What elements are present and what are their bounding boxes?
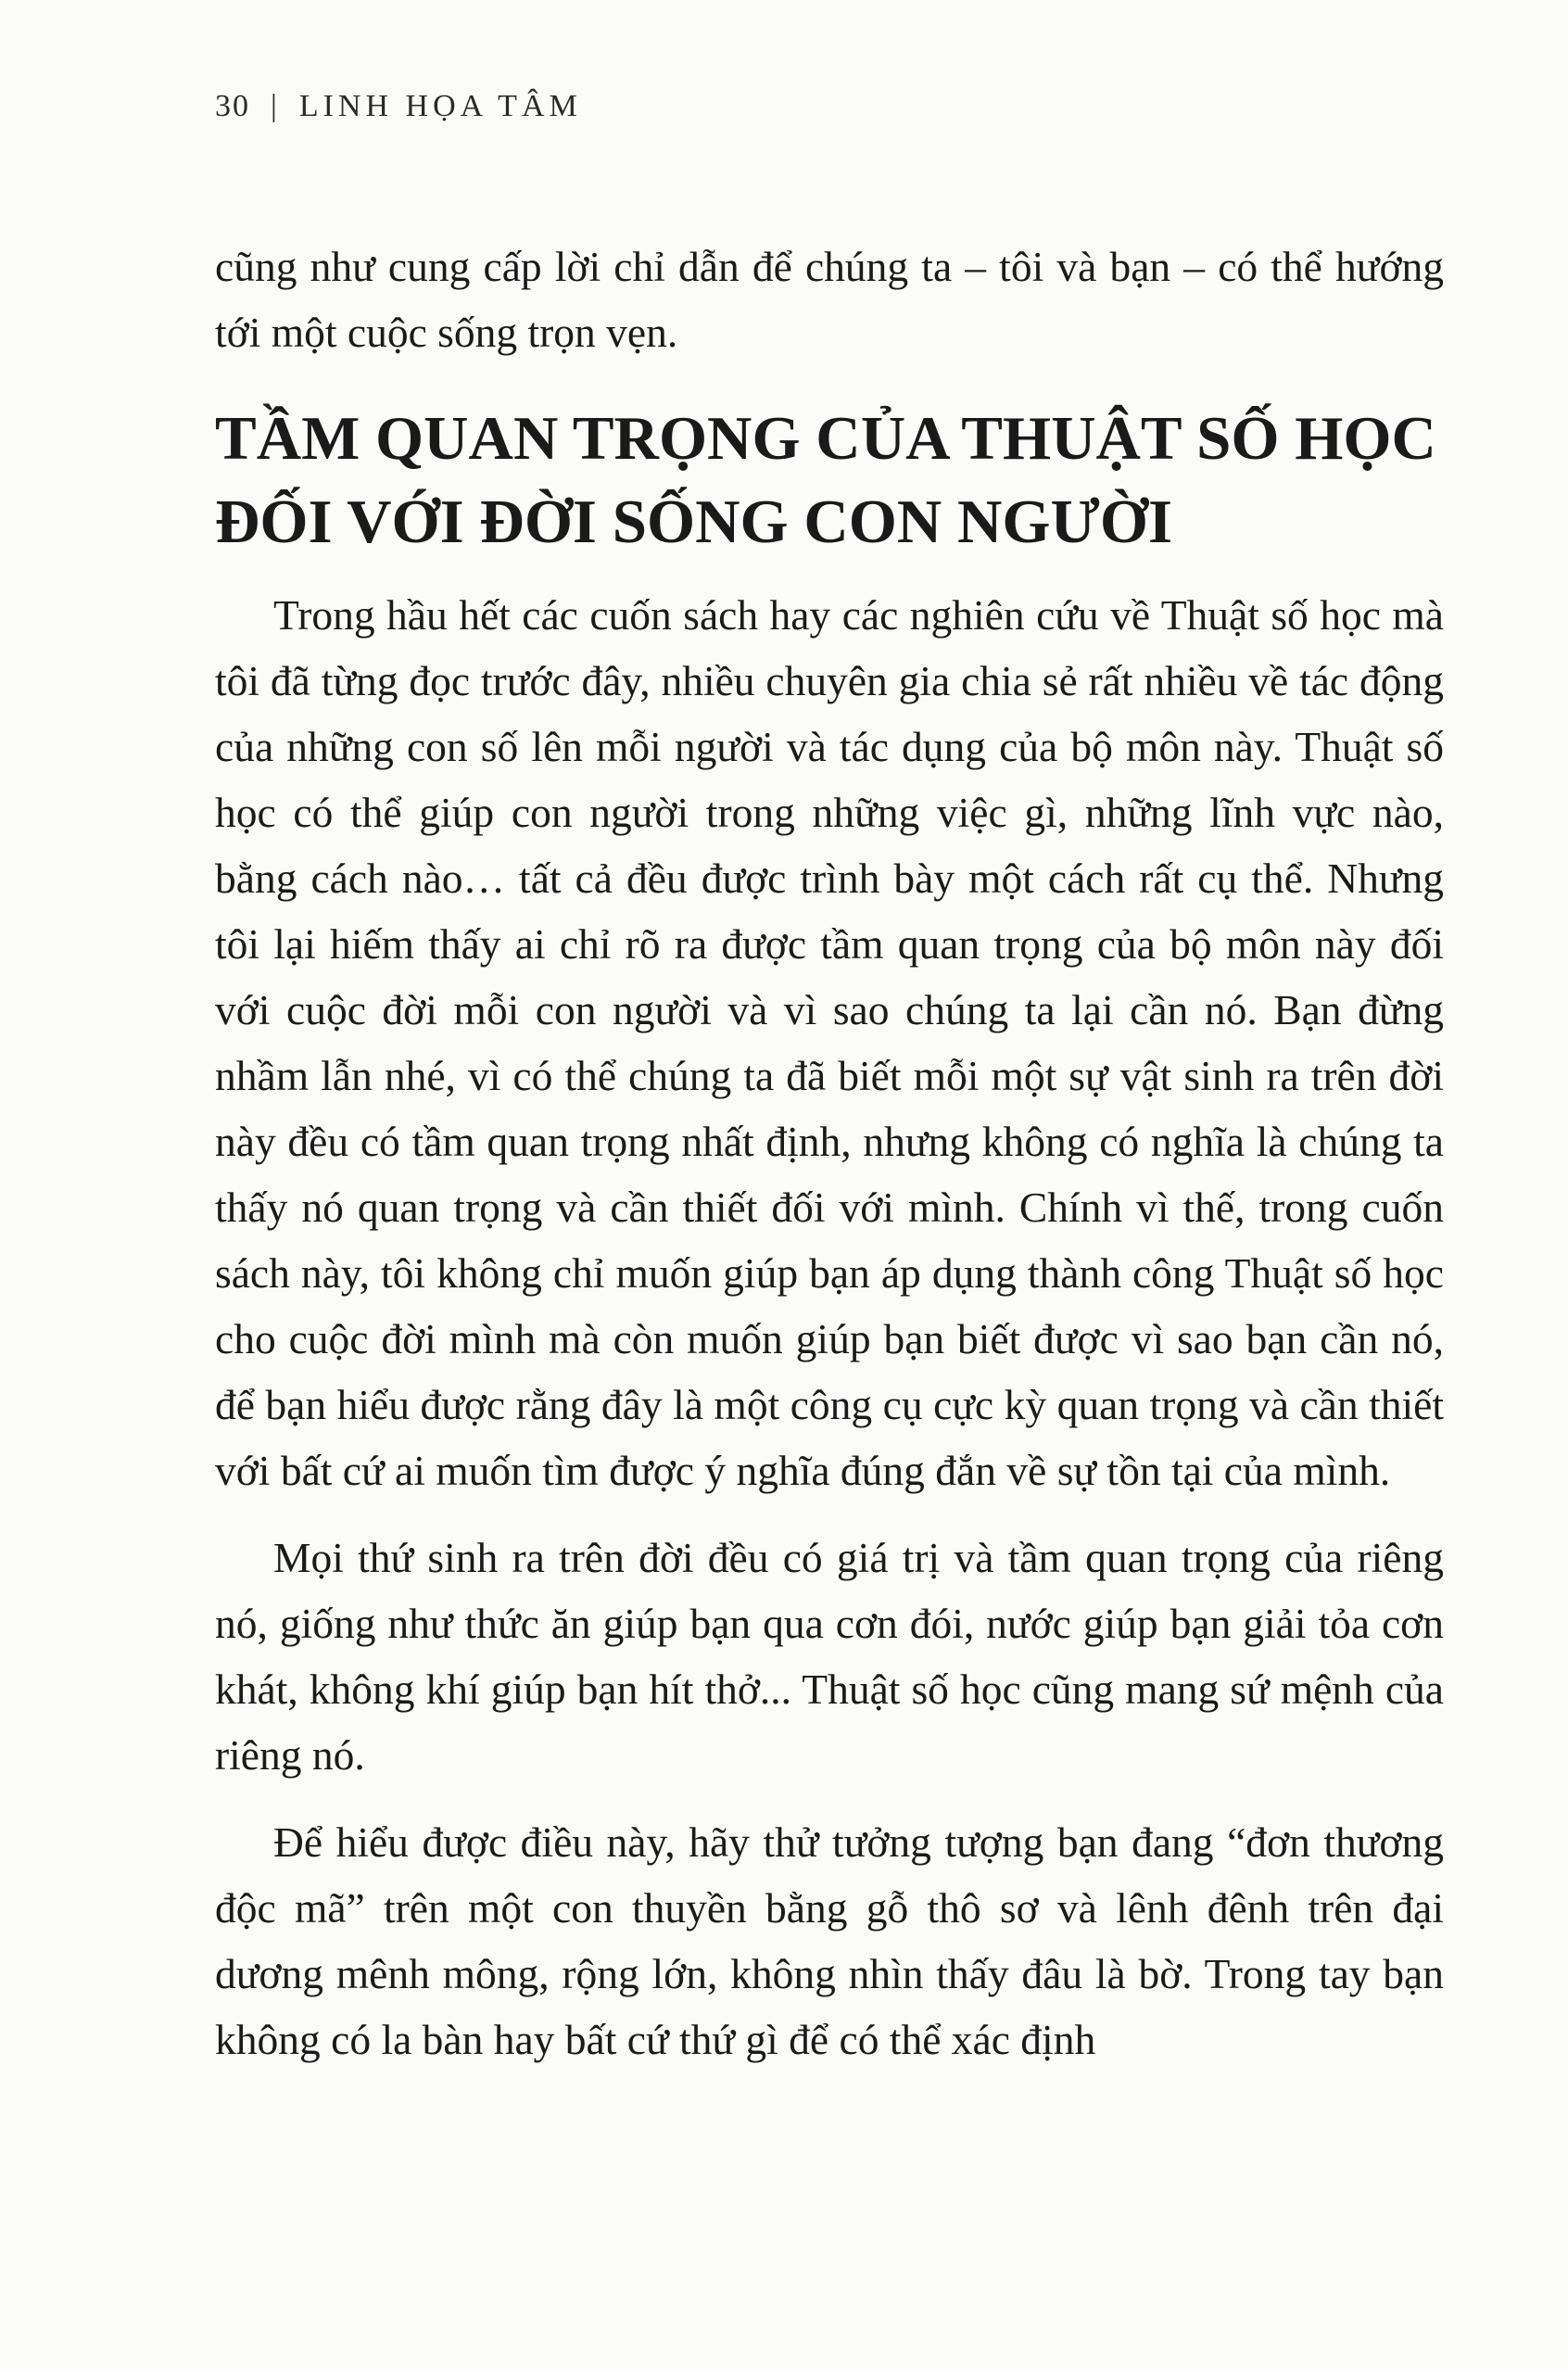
body-paragraph: Trong hầu hết các cuốn sách hay các nghiên cứu về Thuật số học mà tôi đã từng đọc trước đây, nhiều chuyên gia chia sẻ rất nhiều về tác động của những con số lên mỗi người và tác dụng của bộ môn này. Thuật số học có thể giúp con người trong những việc gì, những lĩnh vực nào, bằng cách nào… tất cả đều được trình bày một cách rất cụ thể. Nhưng tôi lại hiếm thấy ai chỉ rõ ra được tầm quan trọng của bộ môn này đối với cuộc đời mỗi con người và vì sao chúng ta lại cần nó. Bạn đừng nhầm lẫn nhé, vì có thể chúng ta đã biết mỗi một sự vật sinh ra trên đời này đều có tầm quan trọng nhất định, nhưng không có nghĩa là chúng ta thấy nó quan trọng và cần thiết đối với mình. Chính vì thế, trong cuốn sách này, tôi không chỉ muốn giúp bạn áp dụng thành công Thuật số học cho cuộc đời mình mà còn muốn giúp bạn biết được vì sao bạn cần nó, để bạn hiểu được rằng đây là một công cụ cực kỳ quan trọng và cần thiết với bất cứ ai muốn tìm được ý nghĩa đúng đắn về sự tồn tại của mình. [215, 591, 1444, 1494]
header-separator: | [271, 89, 279, 123]
running-header [215, 89, 582, 124]
book-title: LINH HỌA TÂM [298, 89, 582, 123]
section-body [215, 582, 1444, 2094]
section-heading [215, 397, 1457, 564]
body-paragraph: Mọi thứ sinh ra trên đời đều có giá trị và tầm quan trọng của riêng nó, giống như thức ăn giúp bạn qua cơn đói, nước giúp bạn giải tỏa cơn khát, không khí giúp bạn hít thở... Thuật số học cũng mang sứ mệnh của riêng nó. [215, 1534, 1444, 1779]
section-heading-line-1: TẦM QUAN TRỌNG CỦA THUẬT SỐ HỌC [215, 404, 1436, 473]
page-number: 30 [215, 89, 250, 123]
body-paragraph: Để hiểu được điều này, hãy thử tưởng tượng bạn đang “đơn thương độc mã” trên một con thuyền bằng gỗ thô sơ và lênh đênh trên đại dương mênh mông, rộng lớn, không nhìn thấy đâu là bờ. Trong tay bạn không có la bàn hay bất cứ thứ gì để có thể xác định [215, 1818, 1444, 2063]
intro-paragraph: cũng như cung cấp lời chỉ dẫn để chúng ta – tôi và bạn – có thể hướng tới một cuộc sống trọn vẹn. [215, 243, 1444, 356]
section-heading-line-2: ĐỐI VỚI ĐỜI SỐNG CON NGƯỜI [215, 488, 1173, 556]
